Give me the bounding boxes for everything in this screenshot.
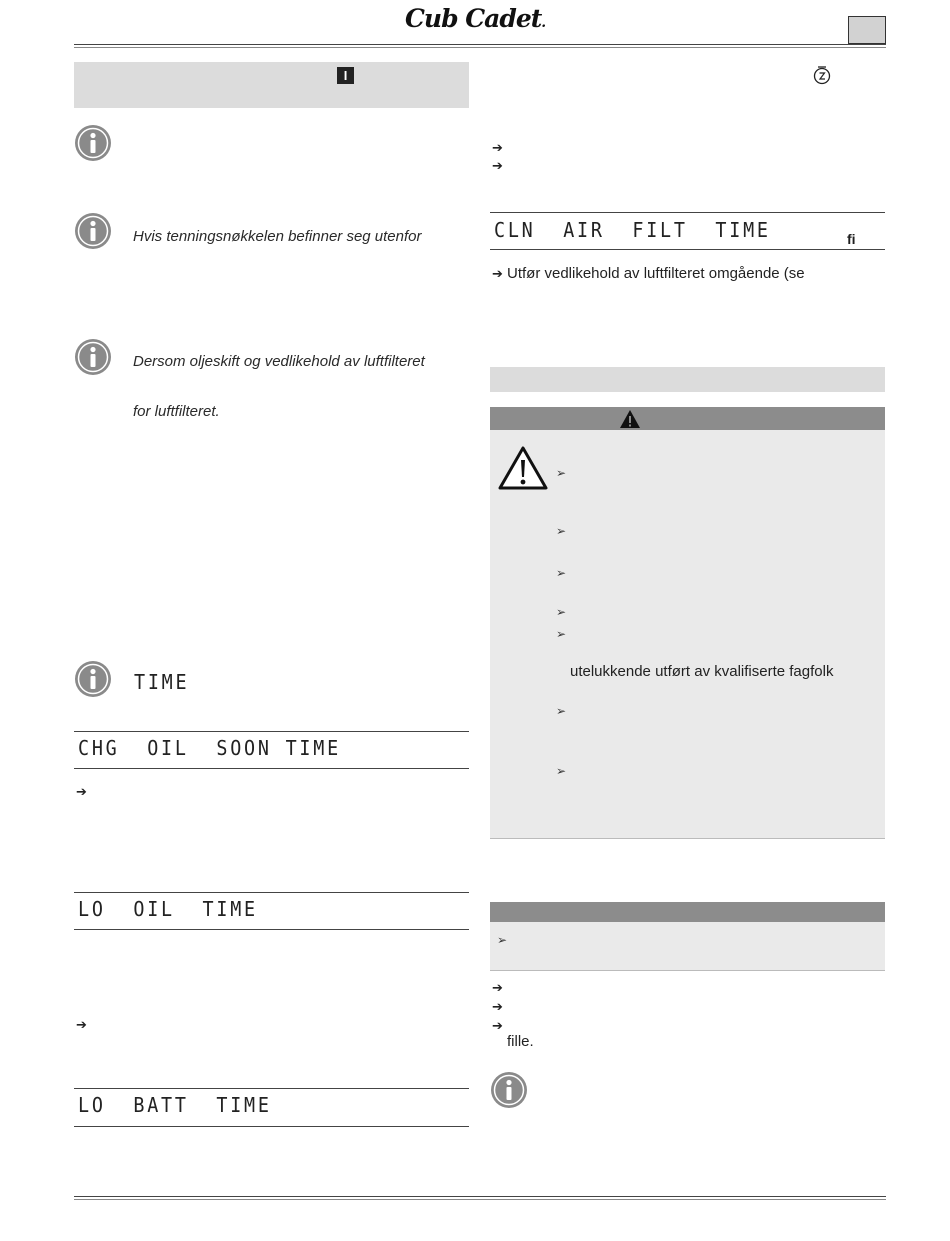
lcd-fi-label: fi (847, 231, 856, 247)
arrow-icon: ➔ (76, 784, 87, 799)
chevron-icon: ➢ (556, 764, 567, 778)
footer-rule-bottom (74, 1199, 886, 1200)
language-tab-box (848, 16, 886, 44)
chevron-icon: ➢ (556, 605, 567, 619)
warning-triangle-icon (497, 445, 549, 491)
section-badge (337, 67, 354, 84)
lcd-box-top (490, 212, 885, 213)
header-rule-top (74, 44, 886, 45)
note-ignition-key: Hvis tenningsnøkkelen befinner seg utenfor (133, 228, 422, 245)
warning-box (490, 430, 885, 839)
chevron-icon: ➢ (556, 704, 567, 718)
chevron-icon: ➢ (556, 524, 567, 538)
note-oil-change-line1: Dersom oljeskift og vedlikehold av luftfilteret (133, 353, 425, 370)
footer-rule-top (74, 1196, 886, 1197)
lcd-box-top (74, 1088, 469, 1089)
arrow-icon: ➔ (492, 158, 503, 173)
info-icon (74, 660, 112, 698)
lcd-cln-air-filt: CLN AIR FILT TIME (494, 218, 771, 242)
fille-text: fille. (507, 1033, 534, 1050)
arrow-icon: ➔ (492, 140, 503, 155)
lcd-box-bottom (74, 768, 469, 769)
warning-triangle-icon (619, 409, 641, 429)
info-icon (74, 124, 112, 162)
lcd-box-bottom (490, 249, 885, 250)
note-oil-change-line2: for luftfilteret. (133, 403, 220, 420)
arrow-icon: ➔ (492, 980, 503, 995)
brand-dot: . (541, 15, 546, 31)
brand-logo (405, 4, 545, 33)
timer-icon (813, 65, 831, 85)
arrow-icon: ➔ (492, 1018, 503, 1033)
chevron-icon: ➢ (556, 566, 567, 580)
warning-header-bar (490, 407, 885, 430)
lcd-box-bottom (74, 1126, 469, 1127)
air-filter-action-text: Utfør vedlikehold av luftfilteret omgående (se (507, 265, 805, 282)
chevron-icon: ➢ (497, 933, 508, 947)
lcd-lo-oil: LO OIL TIME (78, 897, 258, 921)
lcd-chg-oil-soon: CHG OIL SOON TIME (78, 736, 341, 760)
lcd-box-top (74, 731, 469, 732)
chevron-icon: ➢ (556, 466, 567, 480)
brand-name: Cub Cadet (405, 4, 542, 33)
lcd-time-note: TIME (134, 670, 190, 694)
info-icon (74, 212, 112, 250)
arrow-icon: ➔ (492, 999, 503, 1014)
chevron-icon: ➢ (556, 627, 567, 641)
info-icon (490, 1071, 528, 1109)
section-title-bar (74, 62, 469, 108)
header-rule-bottom (74, 47, 886, 48)
lcd-box-bottom (74, 929, 469, 930)
caution-header-bar (490, 902, 885, 922)
caution-box (490, 922, 885, 971)
lcd-lo-batt: LO BATT TIME (78, 1093, 272, 1117)
arrow-icon: ➔ (76, 1017, 87, 1032)
info-icon (74, 338, 112, 376)
warning-qualified-text: utelukkende utført av kvalifiserte fagfolk (570, 663, 834, 680)
lcd-box-top (74, 892, 469, 893)
arrow-icon: ➔ (492, 266, 503, 281)
section-title-bar (490, 367, 885, 392)
section-badge-label: I (343, 68, 348, 83)
